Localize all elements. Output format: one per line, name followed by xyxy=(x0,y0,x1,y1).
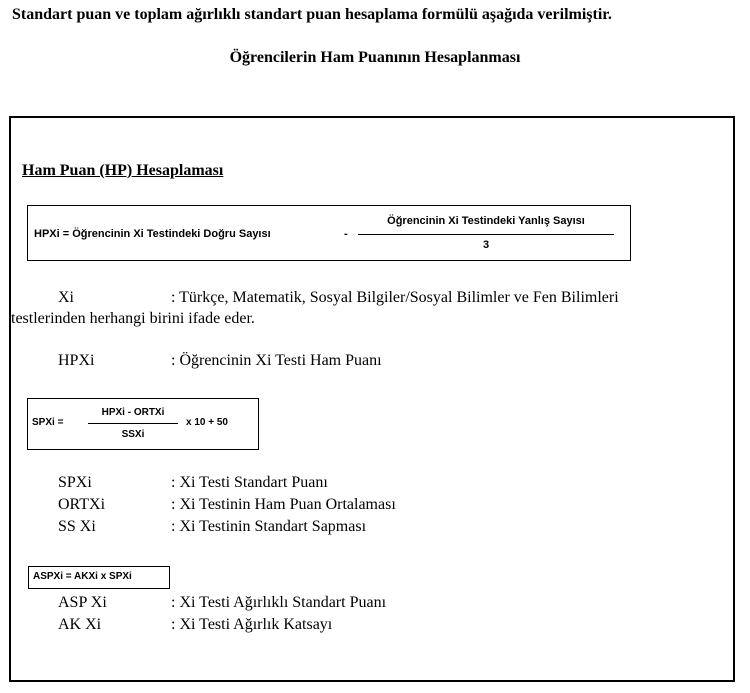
hp-formula-box xyxy=(27,205,631,261)
sp-formula-numerator: HPXi - ORTXi xyxy=(101,407,165,418)
asp-formula: ASPXi = AKXi x SPXi xyxy=(33,571,132,582)
sp-formula-lhs: SPXi = xyxy=(32,417,64,428)
def-ortxi-term: ORTXi xyxy=(58,496,106,513)
hp-formula-minus: - xyxy=(344,228,348,240)
hp-formula-denominator: 3 xyxy=(482,239,490,251)
def-hpxi-term: HPXi xyxy=(58,352,95,369)
page-subtitle: Öğrencilerin Ham Puanının Hesaplanması xyxy=(229,49,521,66)
sp-formula-denominator: SSXi xyxy=(121,429,145,440)
def-akxi-desc: : Xi Testi Ağırlık Katsayı xyxy=(171,616,333,633)
def-ssxi-term: SS Xi xyxy=(58,518,96,535)
def-hpxi-desc: : Öğrencinin Xi Testi Ham Puanı xyxy=(171,352,382,369)
def-aspxi-term: ASP Xi xyxy=(58,594,107,611)
hp-formula-fraction-bar xyxy=(358,234,614,235)
def-ortxi-desc: : Xi Testinin Ham Puan Ortalaması xyxy=(171,496,396,513)
def-xi-desc: : Türkçe, Matematik, Sosyal Bilgiler/Sosyal Bilimler ve Fen Bilimleri xyxy=(171,289,619,306)
sp-formula-box xyxy=(27,398,259,450)
def-aspxi-desc: : Xi Testi Ağırlıklı Standart Puanı xyxy=(171,594,387,611)
section-title: Ham Puan (HP) Hesaplaması xyxy=(22,162,224,179)
def-xi-term: Xi xyxy=(58,289,74,306)
def-spxi-desc: : Xi Testi Standart Puanı xyxy=(171,474,328,491)
def-xi-desc-cont: testlerinden herhangi birini ifade eder. xyxy=(11,310,255,327)
sp-formula-fraction-bar xyxy=(88,423,178,424)
def-akxi-term: AK Xi xyxy=(58,616,102,633)
hp-formula-lhs: HPXi = Öğrencinin Xi Testindeki Doğru Sayısı xyxy=(34,228,271,240)
intro-text: Standart puan ve toplam ağırlıklı standart puan hesaplama formülü aşağıda verilmiştir. xyxy=(12,6,612,23)
hp-formula-numerator: Öğrencinin Xi Testindeki Yanlış Sayısı xyxy=(387,215,585,227)
def-ssxi-desc: : Xi Testinin Standart Sapması xyxy=(171,518,367,535)
asp-formula-box xyxy=(28,566,170,589)
def-spxi-term: SPXi xyxy=(58,474,92,491)
sp-formula-rhs: x 10 + 50 xyxy=(186,417,228,428)
